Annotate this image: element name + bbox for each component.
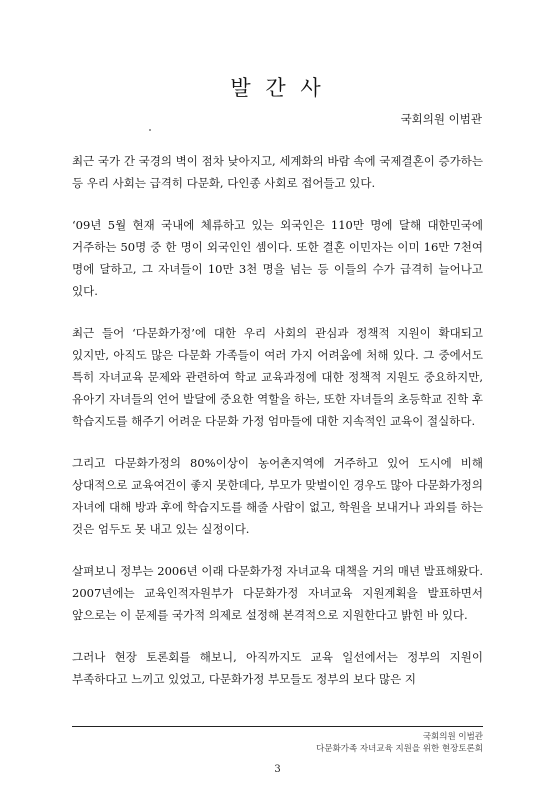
paragraph-4: 그리고 다문화가정의 80%이상이 농어촌지역에 거주하고 있어 도시에 비해 상대적으로 교육여건이 좋지 못한데다, 부모가 맞벌이인 경우도 많아 다문화가정의 자녀에 대해 방과 후에 학습지도를 해줄 사람이 없고, 학원을 보내거나 과외를 하는 것은 엄두도 못 내고 있는 실정이다. <box>72 456 483 536</box>
paragraph-5: 살펴보니 정부는 2006년 이래 다문화가정 자녀교육 대책을 거의 매년 발표해왔다. 2007년에는 교육인적자원부가 다문화가정 자녀교육 지원계획을 발표하면서 앞으로는 이 문제를 국가적 의제로 설정해 본격적으로 지원한다고 밝힌 바 있다. <box>72 564 483 622</box>
page-number: 3 <box>274 764 281 775</box>
paragraph-1: 최근 국가 간 국경의 벽이 점차 낮아지고, 세계화의 바람 속에 국제결혼이 증가하는 등 우리 사회는 급격히 다문화, 다인종 사회로 접어들고 있다. <box>72 154 483 190</box>
paragraph-3: 최근 들어 ‘다문화가정’에 대한 우리 사회의 관심과 정책적 지원이 확대되고 있지만, 아직도 많은 다문화 가족들이 여러 가지 어려움에 처해 있다. 그 중에서도 특히 자녀교육 문제와 관련하여 학교 교육과정에 대한 정책적 지원도 중요하지만, 유아기 자녀들의 언어 발달에 중요한 역할을 하는, 또한 자녀들의 초등학교 진학 후 학습지도를 해주기 어려운 다문화 가정 엄마들에 대한 지속적인 교육이 절실하다. <box>72 326 483 428</box>
footer-event-title: 다문화가족 자녀교육 지원을 위한 현장토론회 <box>316 744 483 754</box>
page-footer <box>316 731 483 755</box>
paragraph-2: ‘09년 5월 현재 국내에 체류하고 있는 외국인은 110만 명에 달해 대한민국에 거주하는 50명 중 한 명이 외국인인 셈이다. 또한 결혼 이민자는 이미 16만 7천여 명에 달하고, 그 자녀들이 10만 3천 명을 넘는 등 이들의 수가 급격히 늘어나고 있다. <box>72 218 483 298</box>
scan-speck <box>149 129 151 131</box>
footer-author: 국회의원 이범관 <box>422 732 483 742</box>
body-text <box>72 150 483 710</box>
author-name: 국회의원 이범관 <box>400 112 482 126</box>
paragraph-6: 그러나 현장 토론회를 해보니, 아직까지도 교육 일선에서는 정부의 지원이 부족하다고 느끼고 있었고, 다문화가정 부모들도 정부의 보다 많은 지 <box>72 650 483 686</box>
footer-divider <box>72 726 483 727</box>
document-title: 발 간 사 <box>230 76 325 100</box>
